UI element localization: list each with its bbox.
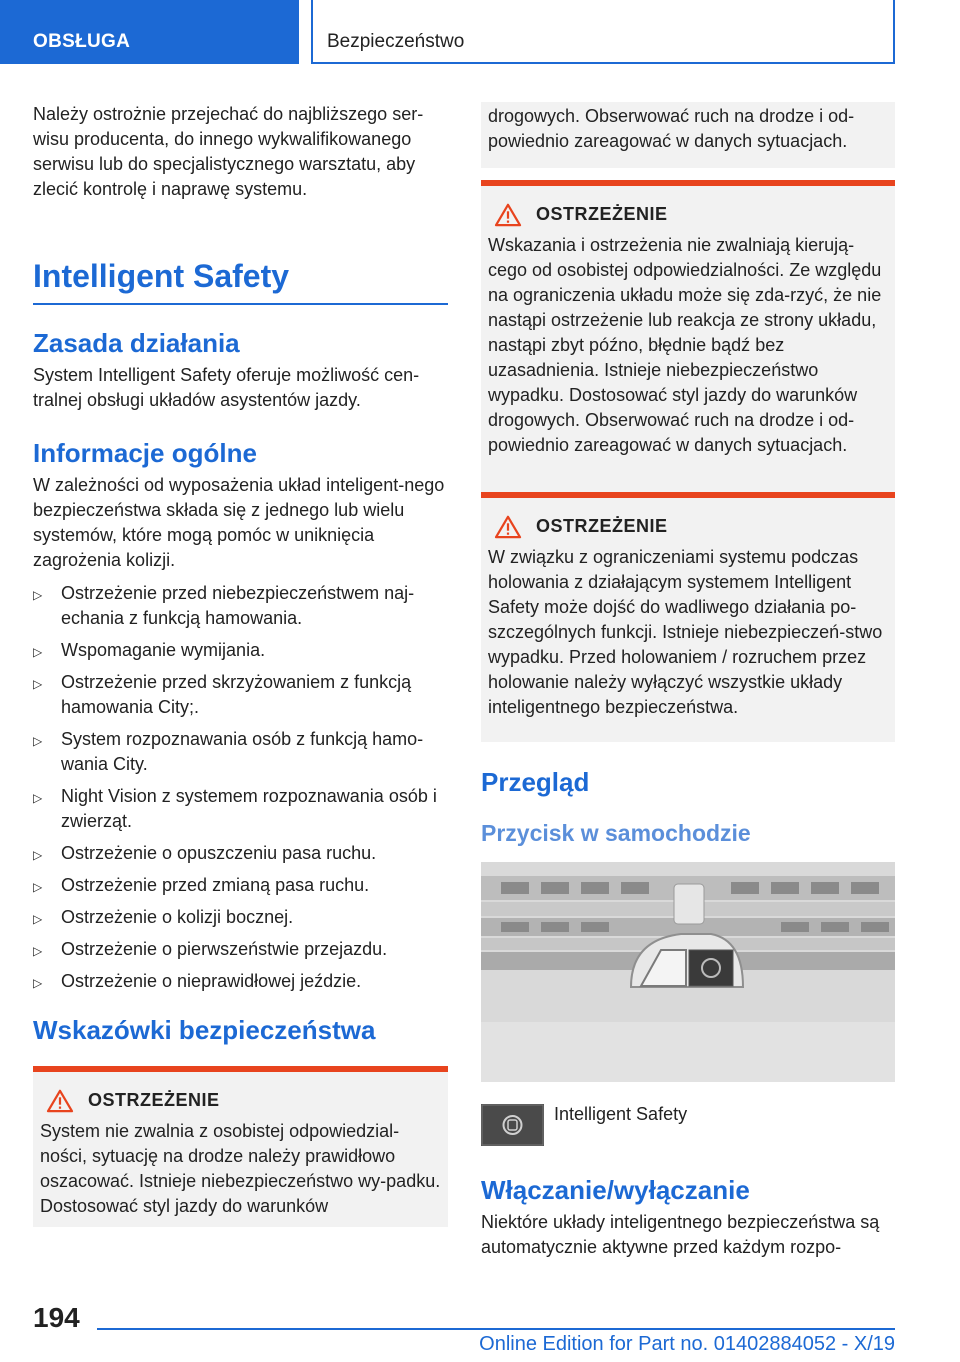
list-item: ▷ System rozpoznawania osób z funkcją hamo‐wania City. xyxy=(33,729,424,774)
warning-triangle-icon xyxy=(493,203,523,227)
list-item: ▷ Ostrzeżenie o nieprawidłowej jeździe. xyxy=(33,969,448,994)
left-column xyxy=(33,102,448,1227)
button-legend xyxy=(481,1104,895,1146)
section-label: OBSŁUGA xyxy=(33,31,131,52)
warning-triangle-icon xyxy=(45,1089,75,1113)
triangle-bullet-icon: ▷ xyxy=(33,734,43,748)
list-item: ▷ Night Vision z systemem rozpoznawania osób i zwierząt. xyxy=(33,786,437,831)
triangle-bullet-icon: ▷ xyxy=(33,880,43,894)
list-item: ▷ Ostrzeżenie o kolizji bocznej. xyxy=(33,905,448,930)
warning-text: System nie zwalnia z osobistej odpowiedzial‐ności, sytuację na drodze należy prawidłowo oszacować. Istnieje niebezpieczeństwo wy‐padku. Dostosować styl jazdy do warunków xyxy=(40,1121,441,1216)
button-location-photo xyxy=(481,862,895,1082)
warning-box xyxy=(33,1066,448,1227)
chapter-header xyxy=(311,0,895,64)
intro-paragraph: Należy ostrożnie przejechać do najbliższego ser‐wisu producenta, do innego wykwalifikowanego serwisu lub do specjalistycznego warsztatu, aby zlecić kontrolę i naprawę systemu. xyxy=(33,104,424,199)
button-legend-label: Intelligent Safety xyxy=(554,1104,688,1124)
warning-text: W związku z ograniczeniami systemu podczas holowania z działającym systemem Intelligent Safety może dojść do wadliwego działania po‐szczególnych funkcji. Istnieje niebezpieczeń‐stwo wypadku. Przed holowaniem / rozruchem przez holowanie należy wyłączyć wszystkie układy inteligentnego bezpieczeństwa. xyxy=(488,547,883,717)
heading-wskazowki-bezpieczenstwa: Wskazówki bezpieczeństwa xyxy=(33,1015,376,1045)
list-item: ▷ Ostrzeżenie przed skrzyżowaniem z funkcją hamowania City;. xyxy=(33,672,412,717)
triangle-bullet-icon: ▷ xyxy=(33,912,43,926)
paragraph-wlaczanie: Niektóre układy inteligentnego bezpieczeństwa są automatycznie aktywne przed każdym rozpo‐ xyxy=(481,1212,880,1257)
footer-divider xyxy=(97,1328,895,1330)
warning-title: OSTRZEŻENIE xyxy=(536,516,668,536)
list-item: ▷ Ostrzeżenie przed niebezpieczeństwem naj‐echania z funkcją hamowania. xyxy=(33,583,415,628)
list-item: ▷ Wspomaganie wymijania. xyxy=(33,638,448,663)
triangle-bullet-icon: ▷ xyxy=(33,677,43,691)
warning-box xyxy=(481,180,895,492)
page-number: 194 xyxy=(33,1302,80,1333)
footer-edition-text: Online Edition for Part no. 01402884052 - X/19 xyxy=(479,1333,895,1355)
heading-informacje-ogolne: Informacje ogólne xyxy=(33,438,257,468)
paragraph-zasada: System Intelligent Safety oferuje możliwość cen‐tralnej obsługi układów asystentów jazdy. xyxy=(33,365,420,410)
section-tab xyxy=(0,0,299,64)
warning-text: Wskazania i ostrzeżenia nie zwalniają kierują‐cego od osobistej odpowiedzialności. Ze względu na ograniczenia układu może się zda‐rzyć, że nie nastąpi ostrzeżenie lub reakcja ze strony układu, nastąpi zbyt późno, błędnie bądź bez uzasadnienia. Istnieje niebezpieczeństwo wypadku. Dostosować styl jazdy do warunków drogowych. Obserwować ruch na drodze i od‐powiednio zareagować w danych sytuacjach. xyxy=(488,235,882,455)
list-item: ▷ Ostrzeżenie o pierwszeństwie przejazdu. xyxy=(33,937,448,962)
intelligent-safety-button-icon xyxy=(481,1104,544,1146)
warning-box xyxy=(481,492,895,742)
warning-continuation: drogowych. Obserwować ruch na drodze i od‐powiednio zareagować w danych sytuacjach. xyxy=(481,102,895,168)
right-column xyxy=(481,102,895,1260)
heading-przycisk-w-samochodzie: Przycisk w samochodzie xyxy=(481,820,751,846)
paragraph-informacje: W zależności od wyposażenia układ inteligent‐nego bezpieczeństwa składa się z jednego lub wielu systemów, które mogą pomóc w uniknięcia zagrożenia kolizji. xyxy=(33,475,445,570)
warning-title: OSTRZEŻENIE xyxy=(536,204,668,224)
list-item: ▷ Ostrzeżenie o opuszczeniu pasa ruchu. xyxy=(33,841,448,866)
triangle-bullet-icon: ▷ xyxy=(33,588,43,602)
warning-triangle-icon xyxy=(493,515,523,539)
chapter-title: Bezpieczeństwo xyxy=(327,31,465,52)
warning-title: OSTRZEŻENIE xyxy=(88,1090,220,1110)
triangle-bullet-icon: ▷ xyxy=(33,645,43,659)
section-heading-intelligent-safety: Intelligent Safety xyxy=(33,257,448,305)
triangle-bullet-icon: ▷ xyxy=(33,848,43,862)
triangle-bullet-icon: ▷ xyxy=(33,791,43,805)
triangle-bullet-icon: ▷ xyxy=(33,944,43,958)
heading-przeglad: Przegląd xyxy=(481,767,590,797)
list-item: ▷ Ostrzeżenie przed zmianą pasa ruchu. xyxy=(33,873,448,898)
heading-wlaczanie-wylaczanie: Włączanie/wyłączanie xyxy=(481,1175,750,1205)
feature-list xyxy=(33,581,448,994)
heading-zasada-dzialania: Zasada działania xyxy=(33,328,240,358)
triangle-bullet-icon: ▷ xyxy=(33,976,43,990)
